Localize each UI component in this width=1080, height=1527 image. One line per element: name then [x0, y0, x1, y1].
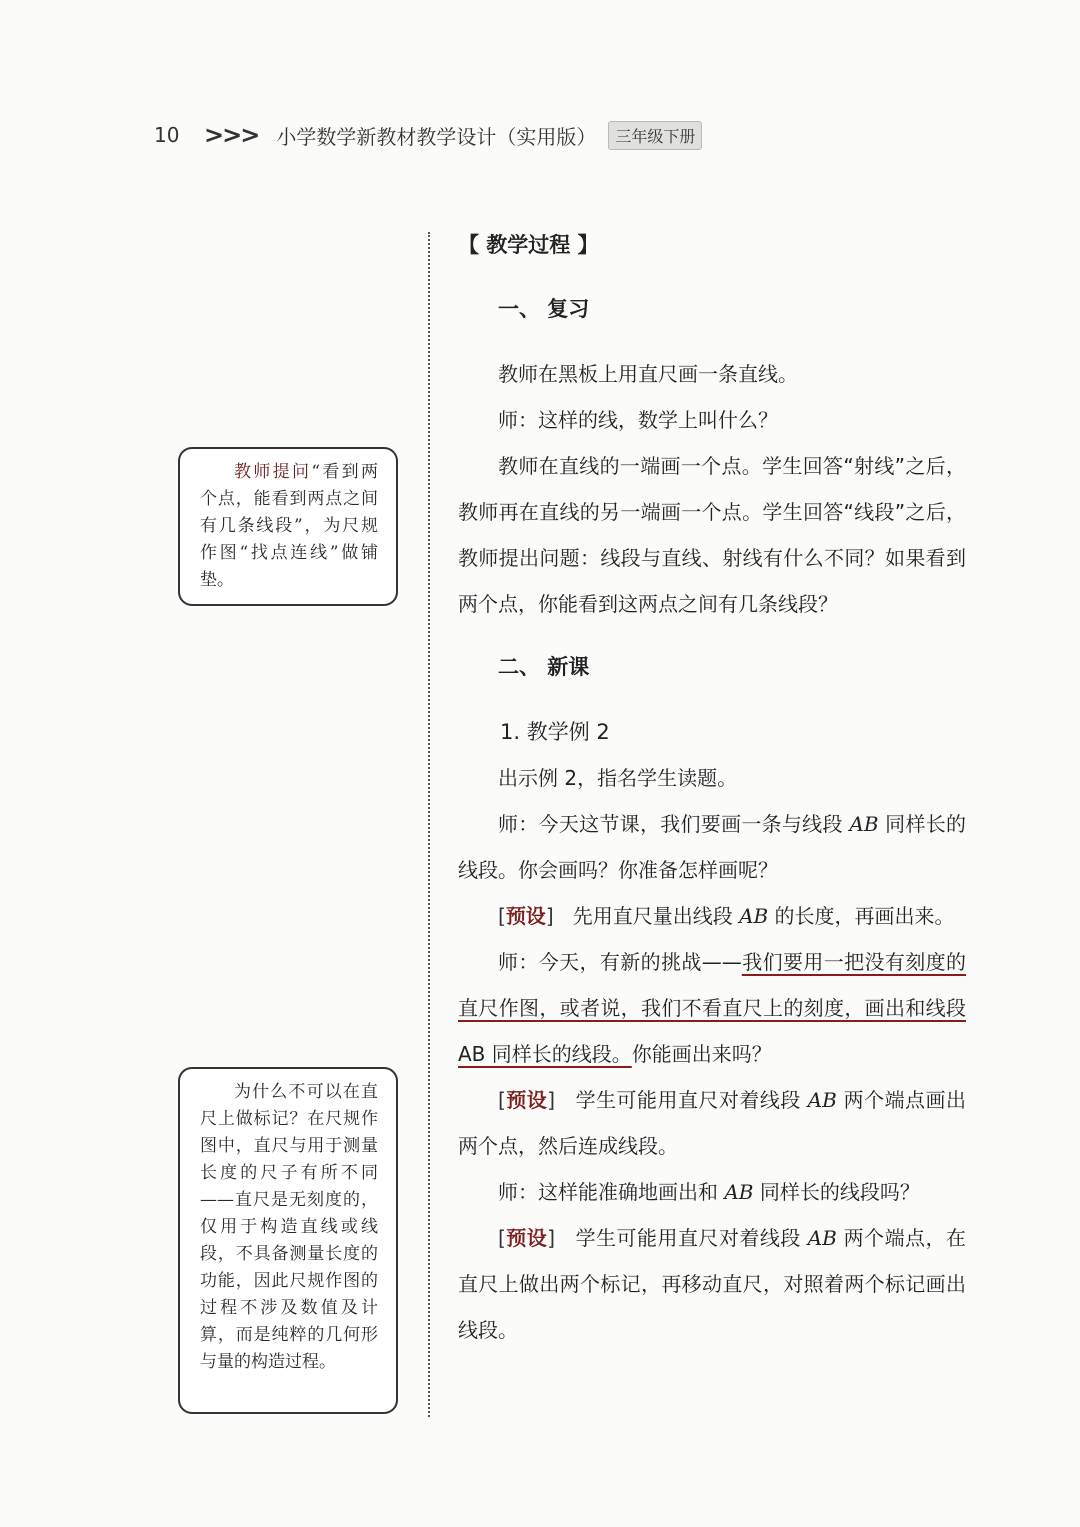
preset-label-3: 预设: [505, 1226, 548, 1250]
p7-text-c: 你能画出来吗？: [631, 1042, 772, 1066]
note1-quote1: “看到两个点，能看到两点之间有几条线段”: [200, 462, 378, 536]
column-divider: [428, 232, 430, 1417]
p10-ab: AB: [807, 1226, 837, 1250]
p5-text-c: 同样长的线段。你会画吗？你准备怎样画呢？: [458, 812, 967, 882]
book-title: 小学数学新教材教学设计（实用版）: [276, 124, 597, 149]
p8-text-a: 学生可能用直尺对着线段: [575, 1088, 808, 1112]
p9-text-c: 同样长的线段吗？: [753, 1180, 920, 1204]
note1-mid: ，为尺规作图: [200, 516, 378, 563]
p6-text-a: 先用直尺量出线段: [572, 904, 740, 928]
p7-text-a: 师：今天，有新的挑战——: [498, 950, 742, 974]
p5-ab: AB: [849, 812, 879, 836]
p9-ab: AB: [724, 1180, 754, 1204]
teaching-process-heading: 【 教学过程 】: [458, 233, 599, 257]
p8-ab: AB: [807, 1088, 837, 1112]
p8-text-c: 两个端点画出两个点，然后连成线段。: [458, 1088, 967, 1158]
main-content: [458, 225, 966, 1353]
p10-text-a: 学生可能用直尺对着线段: [575, 1226, 808, 1250]
preset-label-2: 预设: [505, 1088, 548, 1112]
note2-text: 为什么不可以在直尺上做标记？在尺规作图中，直尺与用于测量长度的尺子有所不同——直尺是无刻度的，仅用于构造直线或线段，不具备测量长度的功能，因此尺规作图的过程不涉及数值及计算，而是纯粹的几何形与量的构造过程。: [200, 1082, 378, 1372]
page-header: [154, 118, 702, 152]
margin-note-2: [178, 1067, 398, 1414]
p10-text-c: 两个端点，在直尺上做出两个标记，再移动直尺，对照着两个标记画出线段。: [458, 1226, 967, 1342]
paragraph-5: [458, 801, 966, 893]
subheading-example-2: 1. 教学例 2: [500, 720, 610, 744]
note1-pre: 教师提问: [234, 462, 312, 482]
paragraph-2: 师：这样的线，数学上叫什么？: [498, 408, 778, 432]
preset-label-1: 预设: [505, 904, 546, 928]
paragraph-1: 教师在黑板上用直尺画一条直线。: [498, 362, 798, 386]
p6-ab: AB: [739, 904, 769, 928]
p6-text-c: 的长度，再画出来。: [768, 904, 955, 928]
p9-text-a: 师：这样能准确地画出和: [498, 1180, 725, 1204]
grade-tag: 三年级下册: [608, 121, 702, 150]
page-number: 10: [154, 123, 180, 147]
note1-quote2: “找点连线”: [239, 543, 339, 563]
paragraph-4: 出示例 2，指名学生读题。: [498, 766, 738, 790]
margin-note-1: [178, 447, 398, 606]
p7-underlined: 我们要用一把没有刻度的直尺作图，或者说，我们不看直尺上的刻度，画出和线段 AB 同样长的线段。: [458, 950, 967, 1066]
note1-post: 做铺垫。: [200, 543, 378, 590]
paragraph-9: [458, 1169, 966, 1215]
paragraph-10: [预设] 学生可能用直尺对着线段 AB 两个端点，在直尺上做出两个标记，再移动直尺，对照着两个标记画出线段。: [458, 1226, 967, 1342]
section-new-lesson-heading: 二、 新课: [498, 655, 590, 679]
paragraph-8: [预设] 学生可能用直尺对着线段 AB 两个端点画出两个点，然后连成线段。: [458, 1088, 967, 1158]
paragraph-3: 教师在直线的一端画一个点。学生回答“射线”之后，教师再在直线的另一端画一个点。学生回答“线段”之后，教师提出问题：线段与直线、射线有什么不同？如果看到两个点，你能看到这两点之间有几条线段？: [458, 454, 966, 616]
p5-text-a: 师：今天这节课，我们要画一条与线段: [498, 812, 850, 836]
paragraph-6: [预设] 先用直尺量出线段 AB 的长度，再画出来。: [498, 904, 955, 928]
chevron-icon: >>>: [204, 121, 259, 149]
paragraph-7: [458, 939, 966, 1077]
section-review-heading: 一、 复习: [498, 297, 590, 321]
